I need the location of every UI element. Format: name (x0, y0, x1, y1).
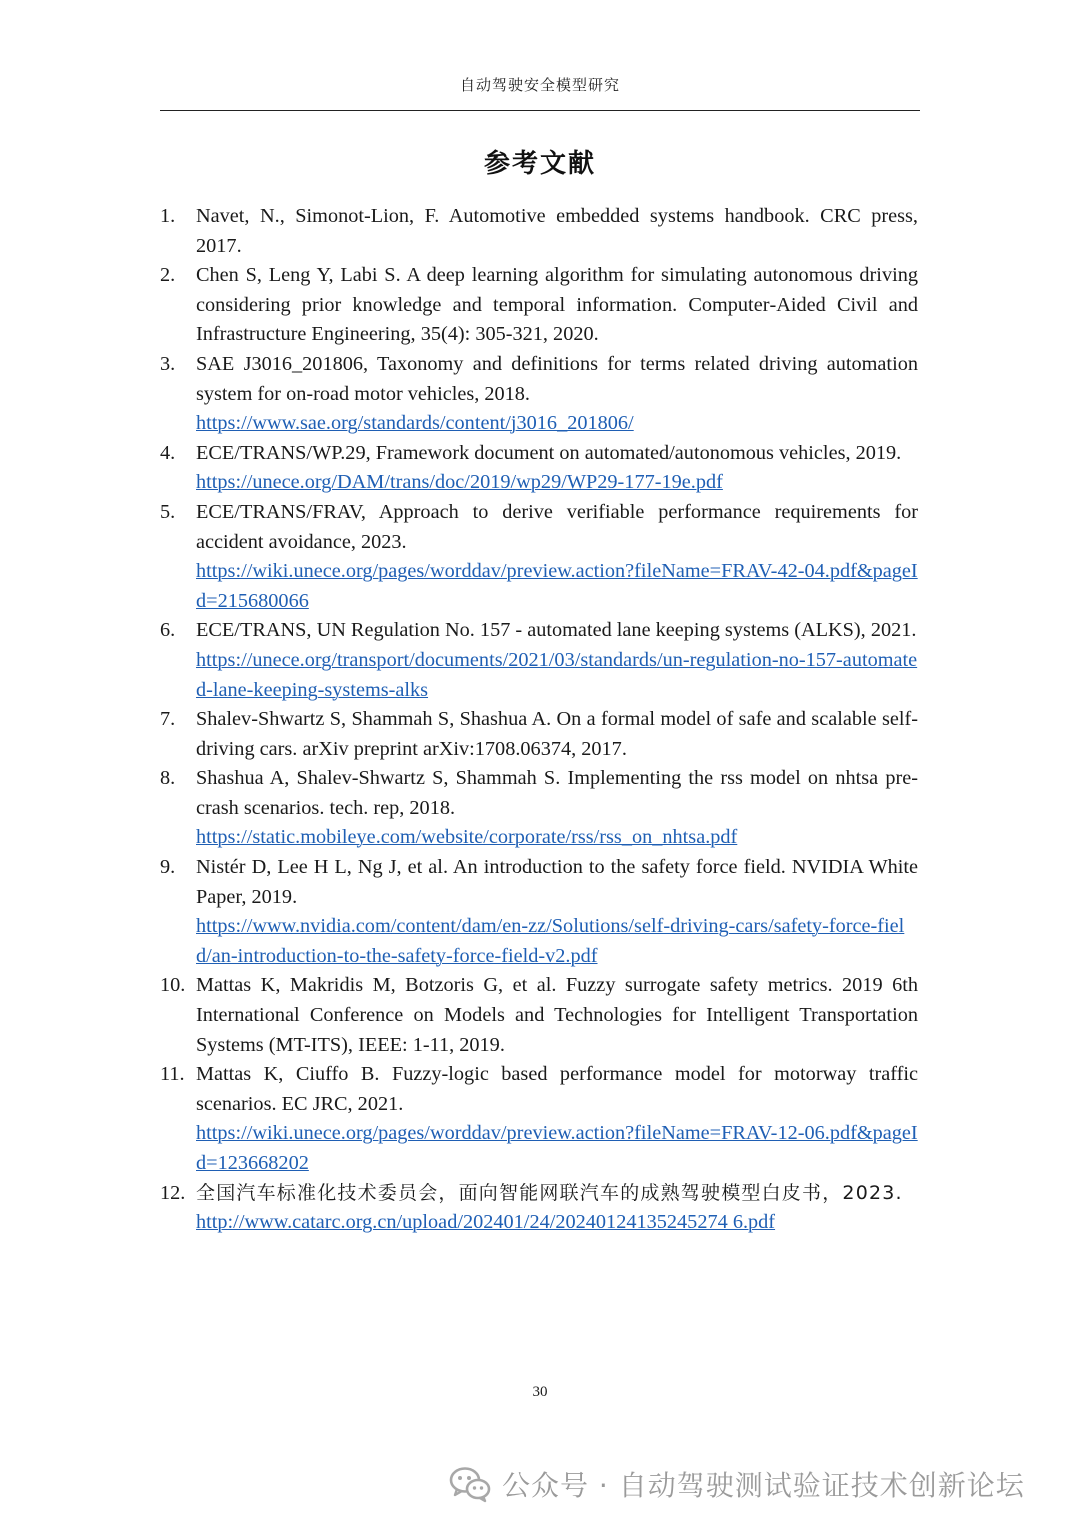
reference-text: SAE J3016_201806, Taxonomy and definitions for terms related driving automation system for on-road motor vehicles, 2018. (196, 352, 918, 405)
reference-number: 5. (160, 500, 176, 523)
reference-number: 1. (160, 205, 176, 227)
reference-number: 6. (160, 619, 176, 642)
reference-link[interactable]: https://www.sae.org/standards/content/j3016_201806/ (196, 412, 634, 435)
reference-text: Nistér D, Lee H L, Ng J, et al. An introduction to the safety force field. NVIDIA White Paper, 2019. (196, 856, 918, 908)
reference-item (160, 261, 918, 350)
reference-link[interactable]: https://unece.org/transport/documents/2021/03/standards/un-regulation-no-157-automated-lane-keeping-systems-alks (196, 648, 918, 701)
reference-item (160, 705, 918, 764)
page-header: 自动驾驶安全模型研究 (459, 76, 620, 94)
reference-link[interactable]: https://wiki.unece.org/pages/worddav/preview.action?fileName=FRAV-12-06.pdf&pageId=123668202 (196, 1122, 918, 1174)
reference-text: 全国汽车标准化技术委员会，面向智能网联汽车的成熟驾驶模型白皮书，2023. (196, 1181, 903, 1204)
reference-number: 10. (160, 974, 186, 997)
reference-text: Shashua A, Shalev-Shwartz S, Shammah S. Implementing the rss model on nhtsa pre-crash scenarios. tech. rep, 2018. (196, 767, 918, 819)
watermark (448, 1462, 1025, 1506)
reference-link[interactable]: https://wiki.unece.org/pages/worddav/preview.action?fileName=FRAV-42-04.pdf&pageId=215680066 (196, 560, 918, 612)
reference-number: 3. (160, 352, 176, 375)
reference-text: Chen S, Leng Y, Labi S. A deep learning algorithm for simulating autonomous driving considering prior knowledge and temporal information. Computer‐Aided Civil and Infrastructure Engineering, 35(4): 305-321, 2020. (196, 264, 918, 346)
reference-text: ECE/TRANS, UN Regulation No. 157 - automated lane keeping systems (ALKS), 2021. (196, 619, 917, 642)
reference-item (160, 439, 918, 498)
reference-item (160, 202, 918, 261)
header-rule (160, 110, 920, 111)
reference-item (160, 853, 918, 971)
reference-item (160, 498, 918, 616)
page-number: 30 (532, 1384, 548, 1400)
reference-text: Mattas K, Ciuffo B. Fuzzy-logic based performance model for motorway traffic scenarios. EC JRC, 2021. (196, 1063, 918, 1115)
reference-text: Mattas K, Makridis M, Botzoris G, et al. Fuzzy surrogate safety metrics. 2019 6th International Conference on Models and Technologies for Intelligent Transportation Systems (MT-ITS), IEEE: 1-11, 2019. (196, 974, 918, 1056)
reference-link[interactable]: https://static.mobileye.com/website/corporate/rss/rss_on_nhtsa.pdf (196, 826, 738, 849)
reference-number: 7. (160, 708, 176, 731)
reference-number: 4. (160, 441, 176, 464)
reference-link[interactable]: https://unece.org/DAM/trans/doc/2019/wp29/WP29-177-19e.pdf (196, 471, 723, 494)
page-title: 参考文献 (483, 149, 596, 179)
reference-number: 2. (160, 264, 176, 287)
reference-item (160, 616, 918, 705)
reference-item (160, 971, 918, 1060)
reference-link[interactable]: https://www.nvidia.com/content/dam/en-zz/Solutions/self-driving-cars/safety-force-field/an-introduction-to-the-safety-force-field-v2.pdf (196, 915, 905, 967)
wechat-icon (448, 1464, 492, 1504)
reference-item (160, 764, 918, 853)
reference-text: ECE/TRANS/FRAV, Approach to derive verifiable performance requirements for accident avoidance, 2023. (196, 500, 918, 553)
reference-number: 11. (160, 1063, 185, 1086)
reference-list (160, 202, 918, 1238)
reference-number: 9. (160, 856, 176, 879)
reference-link[interactable]: http://www.catarc.org.cn/upload/202401/24/20240124135245274 6.pdf (196, 1211, 776, 1234)
reference-text: Navet, N., Simonot-Lion, F. Automotive embedded systems handbook. CRC press, 2017. (196, 205, 918, 257)
reference-item (160, 1179, 918, 1238)
reference-text: Shalev-Shwartz S, Shammah S, Shashua A. On a formal model of safe and scalable self-driving cars. arXiv preprint arXiv:1708.06374, 2017. (196, 708, 918, 760)
watermark-text: 公众号 · 自动驾驶测试验证技术创新论坛 (502, 1469, 1025, 1502)
reference-item (160, 1060, 918, 1178)
reference-item (160, 350, 918, 439)
reference-number: 12. (160, 1181, 186, 1204)
reference-text: ECE/TRANS/WP.29, Framework document on automated/autonomous vehicles, 2019. (196, 441, 902, 464)
reference-number: 8. (160, 767, 176, 790)
